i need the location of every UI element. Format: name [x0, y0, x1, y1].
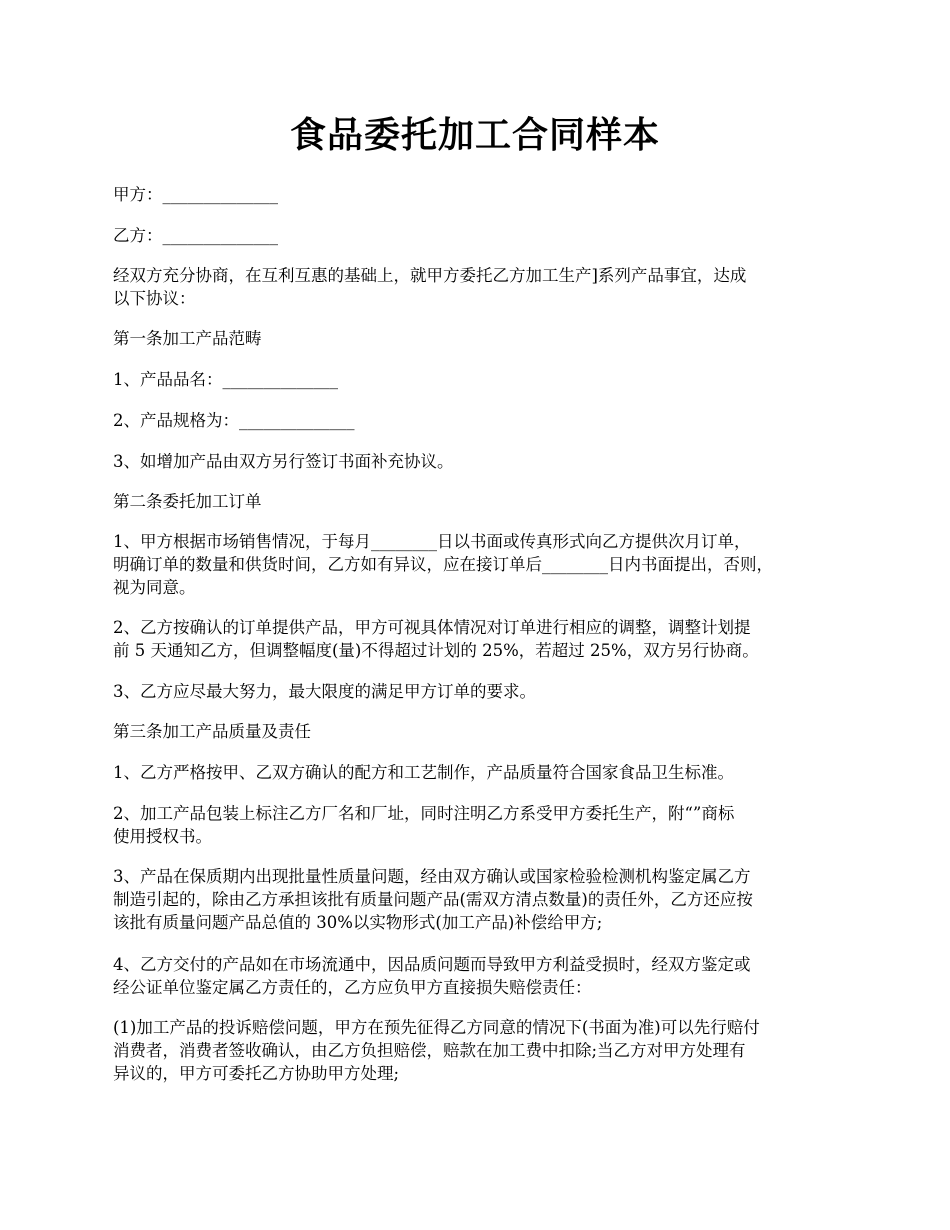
article-1-heading	[113, 327, 843, 350]
article-3-item-3	[113, 865, 843, 934]
article-3-item-4	[113, 953, 843, 999]
text-line: 该批有质量问题产品总值的 30%以实物形式(加工产品)补偿给甲方;	[113, 913, 603, 932]
text-line: 制造引起的，除由乙方承担该批有质量问题产品(需双方清点数量)的责任外，乙方还应按	[113, 890, 753, 909]
party-a-line	[113, 183, 843, 206]
article-1-item-1	[113, 368, 843, 391]
text-line: 异议的，甲方可委托乙方协助甲方处理;	[113, 1064, 400, 1083]
document-title: 食品委托加工合同样本	[289, 115, 660, 156]
party-b-line	[113, 224, 843, 247]
article-2-item-3	[113, 680, 843, 703]
text-line: 3、乙方应尽最大努力，最大限度的满足甲方订单的要求。	[113, 682, 536, 701]
article-3-heading	[113, 720, 843, 743]
text-line: 3、如增加产品由双方另行签订书面补充协议。	[113, 452, 454, 471]
article-2-item-2	[113, 616, 843, 662]
text-line: 乙方：______________	[113, 226, 278, 245]
text-line: 第二条委托加工订单	[113, 492, 262, 511]
text-line: 经双方充分协商，在互利互惠的基础上，就甲方委托乙方加工生产]系列产品事宜，达成	[113, 266, 747, 285]
article-3-item-1	[113, 761, 843, 784]
text-line: 以下协议：	[113, 289, 196, 308]
text-line: 消费者，消费者签收确认，由乙方负担赔偿，赔款在加工费中扣除;当乙方对甲方处理有	[113, 1041, 746, 1060]
text-line: 甲方：______________	[113, 185, 278, 204]
text-line: 2、加工产品包装上标注乙方厂名和厂址，同时注明乙方系受甲方委托生产，附“”商标	[113, 804, 735, 823]
article-3-item-4-sub-1	[113, 1016, 843, 1085]
article-2-item-1	[113, 530, 843, 599]
text-line: 使用授权书。	[113, 827, 212, 846]
text-line: (1)加工产品的投诉赔偿问题，甲方在预先征得乙方同意的情况下(书面为准)可以先行赔付	[113, 1018, 760, 1037]
text-line: 1、乙方严格按甲、乙双方确认的配方和工艺制作，产品质量符合国家食品卫生标准。	[113, 763, 734, 782]
text-line: 第三条加工产品质量及责任	[113, 722, 311, 741]
text-line: 明确订单的数量和供货时间，乙方如有异议，应在接订单后________日内书面提出，否则，	[113, 555, 773, 574]
article-1-item-2	[113, 409, 843, 432]
text-line: 2、乙方按确认的订单提供产品，甲方可视具体情况对订单进行相应的调整，调整计划提	[113, 618, 751, 637]
text-line: 前 5 天通知乙方，但调整幅度(量)不得超过计划的 25%，若超过 25%，双方另行协商。	[113, 641, 759, 660]
text-line: 第一条加工产品范畴	[113, 329, 262, 348]
article-3-item-2	[113, 802, 843, 848]
text-line: 1、甲方根据市场销售情况，于每月________日以书面或传真形式向乙方提供次月订单，	[113, 532, 751, 551]
text-line: 2、产品规格为：______________	[113, 411, 355, 430]
article-2-heading	[113, 490, 843, 513]
article-1-item-3	[113, 450, 843, 473]
preamble-paragraph	[113, 264, 843, 310]
text-line: 经公证单位鉴定属乙方责任的，乙方应负甲方直接损失赔偿责任：	[113, 978, 592, 997]
text-line: 视为同意。	[113, 578, 196, 597]
text-line: 4、乙方交付的产品如在市场流通中，因品质问题而导致甲方利益受损时，经双方鉴定或	[113, 955, 751, 974]
text-line: 3、产品在保质期内出现批量性质量问题，经由双方确认或国家检验检测机构鉴定属乙方	[113, 867, 751, 886]
text-line: 1、产品品名：______________	[113, 370, 338, 389]
